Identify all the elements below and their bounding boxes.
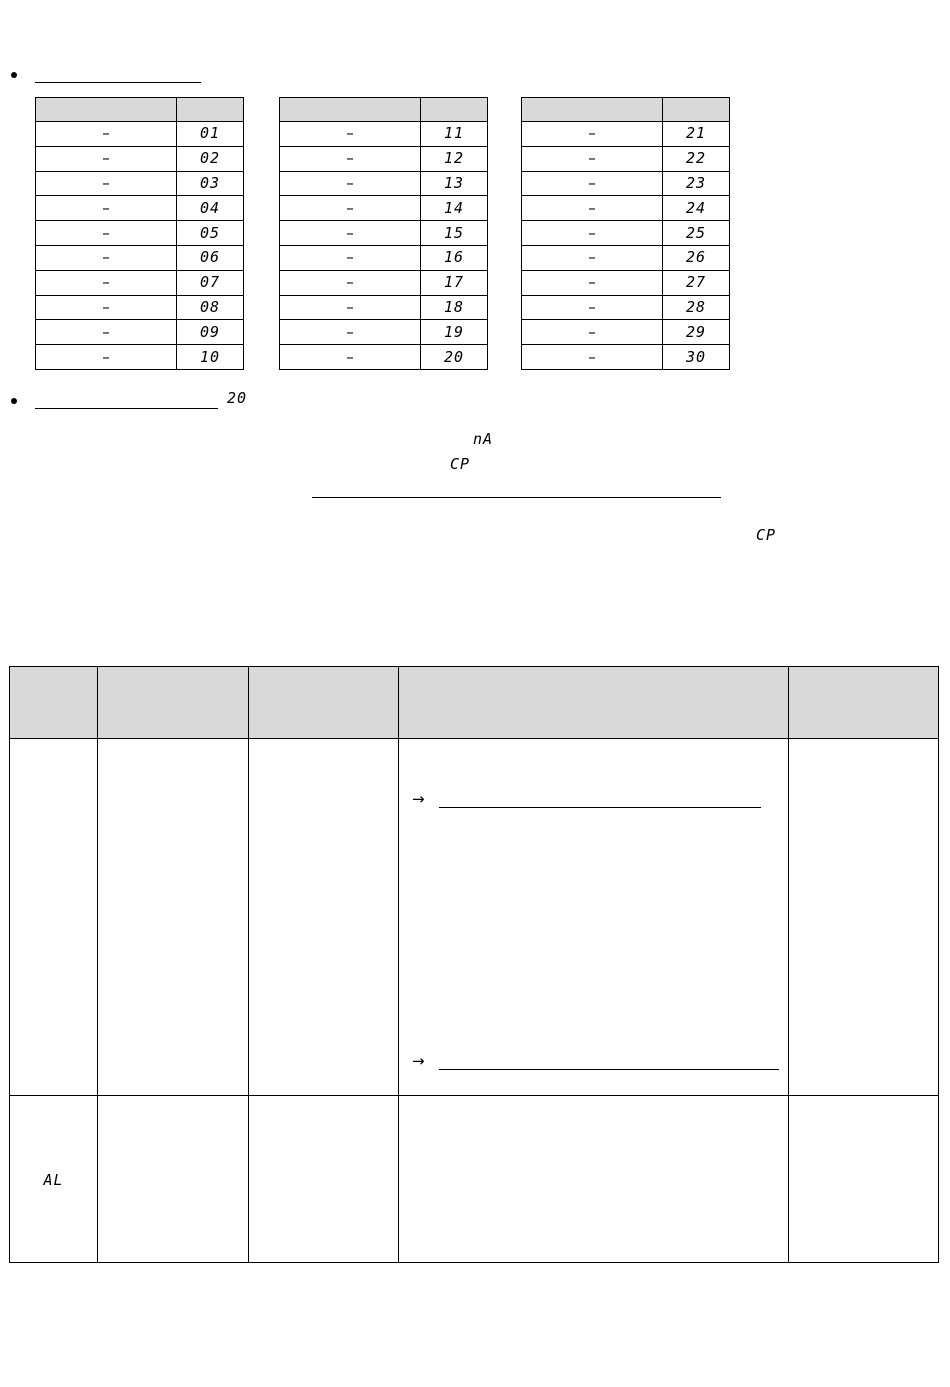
code-cell: 15 [421, 221, 488, 246]
dash-cell: – [280, 245, 421, 270]
code-cell: 19 [421, 320, 488, 345]
dash-cell: – [280, 345, 421, 370]
table-row [522, 270, 730, 295]
dash-cell: – [280, 295, 421, 320]
dash-cell: – [280, 171, 421, 196]
code-CP: CP [450, 455, 471, 473]
code-table-1 [35, 97, 244, 370]
code-cell: 25 [663, 221, 730, 246]
code-cell: 28 [663, 295, 730, 320]
table-row [522, 345, 730, 370]
link-underline [312, 497, 721, 498]
table-row [36, 270, 244, 295]
code-cell: 02 [177, 146, 244, 171]
dash-cell: – [36, 245, 177, 270]
dash-cell: – [522, 196, 663, 221]
table-row [10, 739, 939, 1096]
code-cell: 29 [663, 320, 730, 345]
table-row [522, 196, 730, 221]
code-cell: 05 [177, 221, 244, 246]
code-cell: 13 [421, 171, 488, 196]
table-row [522, 171, 730, 196]
table-row [36, 146, 244, 171]
code-cell: 04 [177, 196, 244, 221]
dash-cell: – [522, 270, 663, 295]
code-cell: 18 [421, 295, 488, 320]
error-table [9, 666, 939, 1263]
table-row [522, 221, 730, 246]
table-row [280, 146, 488, 171]
table-row [36, 245, 244, 270]
table-row [36, 196, 244, 221]
code-cell: 11 [421, 122, 488, 147]
code-cell: 08 [177, 295, 244, 320]
table-row [36, 171, 244, 196]
table-row [10, 1096, 939, 1263]
code-cell: 17 [421, 270, 488, 295]
bullet [11, 72, 17, 78]
code-cell: 16 [421, 245, 488, 270]
dash-cell: – [280, 270, 421, 295]
link-underline [439, 807, 761, 808]
code-table-2 [279, 97, 488, 370]
code-cell: 10 [177, 345, 244, 370]
table-row [522, 122, 730, 147]
code-cell: 22 [663, 146, 730, 171]
code-cell: 03 [177, 171, 244, 196]
table-row [522, 146, 730, 171]
dash-cell: – [280, 146, 421, 171]
code-cell: 09 [177, 320, 244, 345]
table-row [36, 122, 244, 147]
table-row [280, 295, 488, 320]
dash-cell: – [280, 320, 421, 345]
table-row [280, 345, 488, 370]
code-cell: 26 [663, 245, 730, 270]
table-row [280, 320, 488, 345]
dash-cell: – [36, 122, 177, 147]
dash-cell: – [36, 295, 177, 320]
table-row [280, 171, 488, 196]
dash-cell: – [522, 345, 663, 370]
dash-cell: – [522, 171, 663, 196]
dash-cell: – [522, 320, 663, 345]
table-row [36, 320, 244, 345]
table-row [36, 221, 244, 246]
table-row [36, 295, 244, 320]
code-20: 20 [227, 389, 248, 407]
code-cell: 14 [421, 196, 488, 221]
code-table-2-body [280, 122, 488, 370]
code-CP-2: CP [756, 526, 777, 544]
code-cell: 06 [177, 245, 244, 270]
dash-cell: – [36, 345, 177, 370]
code-cell: 23 [663, 171, 730, 196]
code-table-3-body [522, 122, 730, 370]
table-row [280, 245, 488, 270]
code-nA: nA [473, 430, 494, 448]
table-row [36, 345, 244, 370]
dash-cell: – [522, 122, 663, 147]
bullet [11, 398, 17, 404]
dash-cell: – [522, 221, 663, 246]
table-row [522, 320, 730, 345]
table-row [280, 196, 488, 221]
dash-cell: – [280, 221, 421, 246]
table-row [522, 245, 730, 270]
table-row [522, 295, 730, 320]
table-header-row [10, 667, 939, 739]
code-cell: 01 [177, 122, 244, 147]
dash-cell: – [36, 270, 177, 295]
table-row [280, 270, 488, 295]
dash-cell: – [36, 320, 177, 345]
heading-underline [35, 82, 201, 83]
table-row [280, 122, 488, 147]
dash-cell: – [36, 196, 177, 221]
dash-cell: – [522, 245, 663, 270]
code-table-3 [521, 97, 730, 370]
dash-cell: – [36, 171, 177, 196]
dash-cell: – [280, 196, 421, 221]
arrow-icon: → [412, 1052, 425, 1070]
link-underline [439, 1069, 779, 1070]
dash-cell: – [522, 295, 663, 320]
code-cell: 21 [663, 122, 730, 147]
code-cell: 30 [663, 345, 730, 370]
code-cell: 20 [421, 345, 488, 370]
code-cell: 27 [663, 270, 730, 295]
dash-cell: – [522, 146, 663, 171]
code-table-1-body [36, 122, 244, 370]
arrow-icon: → [412, 790, 425, 808]
dash-cell: – [280, 122, 421, 147]
heading-underline [35, 408, 218, 409]
code-cell: 24 [663, 196, 730, 221]
code-cell: 07 [177, 270, 244, 295]
code-AL: AL [43, 1170, 64, 1189]
table-row [280, 221, 488, 246]
dash-cell: – [36, 221, 177, 246]
dash-cell: – [36, 146, 177, 171]
code-cell: 12 [421, 146, 488, 171]
